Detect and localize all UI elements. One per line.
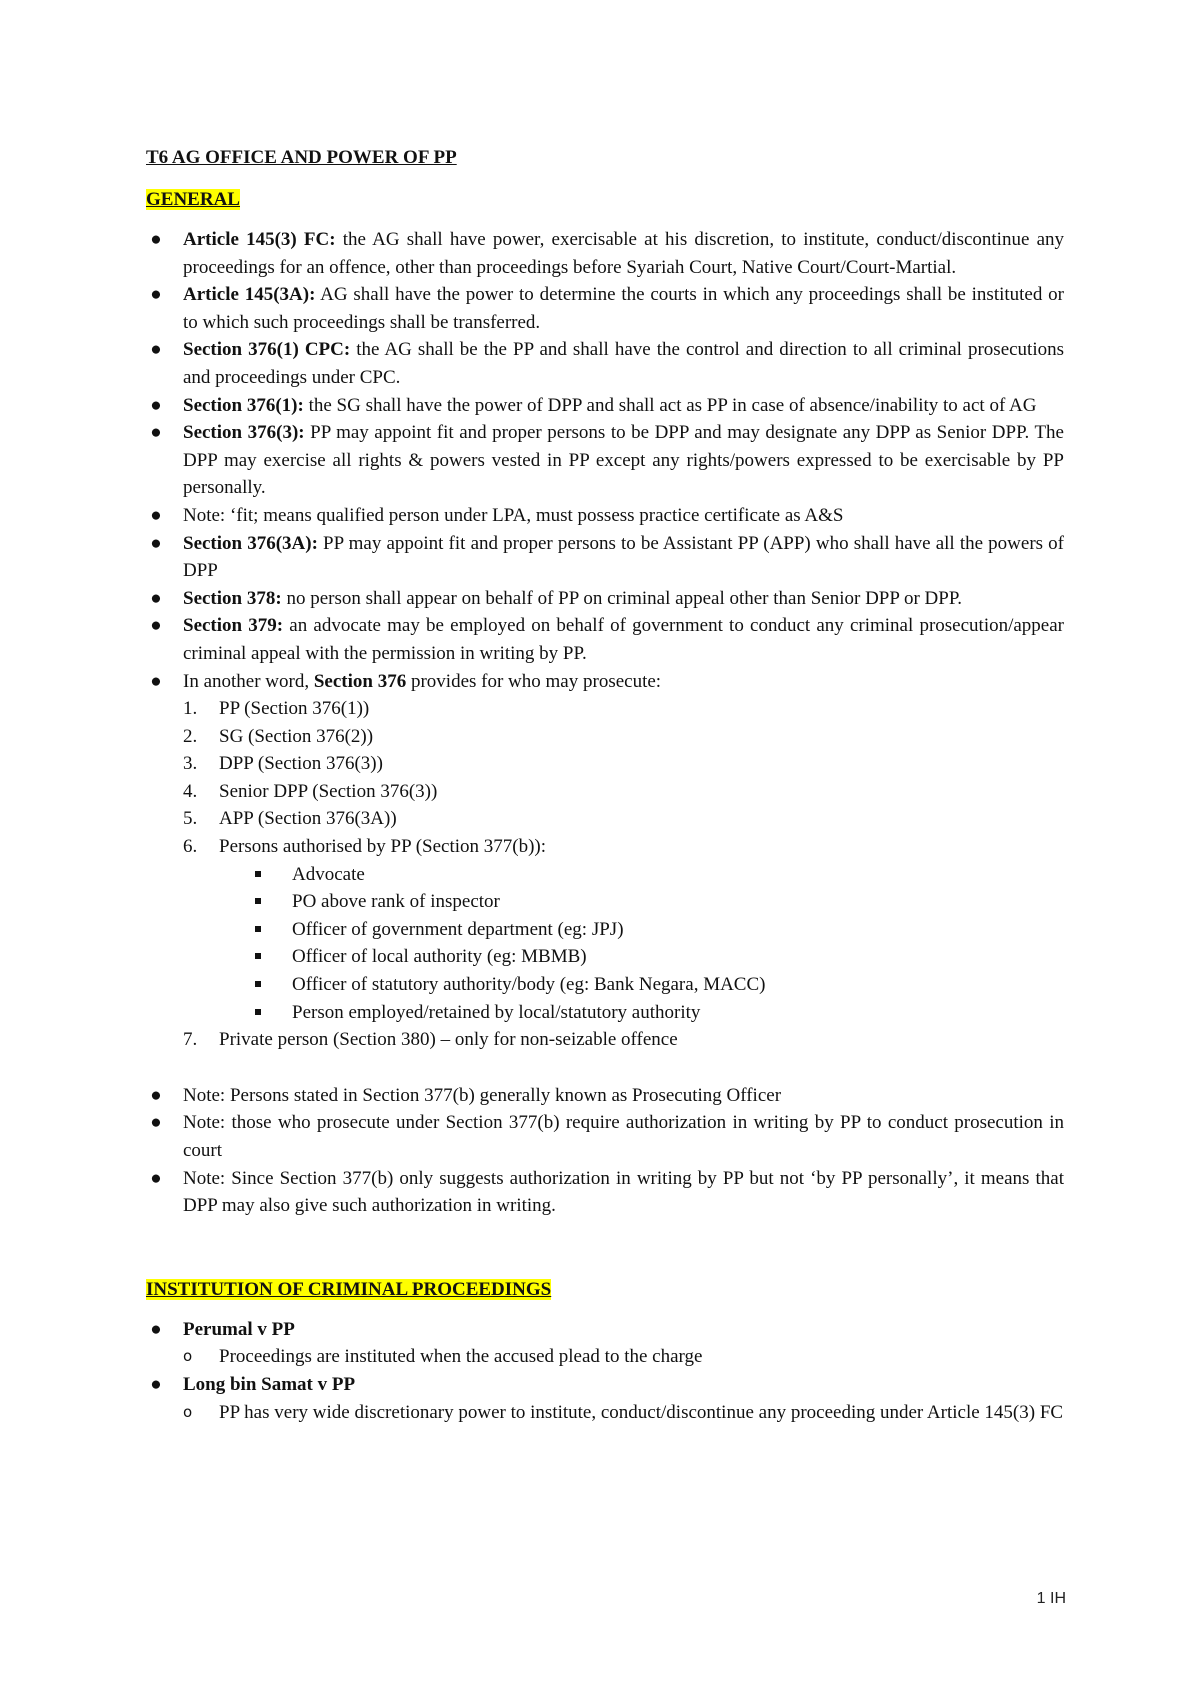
item-number: 5. (183, 808, 198, 830)
item-text: Note: ‘fit; means qualified person under LPA, must possess practice certificate as A&S (183, 504, 844, 526)
item-number: 4. (183, 780, 198, 802)
list-item (146, 226, 1064, 281)
bullet-icon: ● (150, 284, 162, 306)
item-text: Officer of local authority (eg: MBMB) (292, 946, 587, 968)
item-prefix: In another word, (183, 670, 314, 692)
case-points (146, 1343, 1064, 1371)
bullet-icon: ● (150, 1318, 162, 1340)
bullet-icon: ● (150, 504, 162, 526)
numbered-item (146, 778, 1064, 806)
item-text: Person employed/retained by local/statutory authority (292, 1001, 701, 1023)
square-bullet-icon (255, 898, 261, 904)
item-text: PO above rank of inspector (292, 891, 500, 913)
square-bullet-icon (255, 981, 261, 987)
item-text: no person shall appear on behalf of PP on criminal appeal other than Senior DPP or DPP. (281, 587, 963, 609)
document-title: T6 AG OFFICE AND POWER OF PP (146, 147, 457, 168)
item-bold: Section 378: (183, 587, 282, 609)
bullet-icon: ● (150, 229, 162, 250)
list-item (146, 281, 1064, 336)
item-suffix: provides for who may prosecute: (406, 670, 662, 692)
item-text: AG shall have the power to determine the courts in which any proceedings shall be instituted or to which such proceedings shall be transferred. (183, 284, 1064, 333)
item-number: 6. (183, 836, 198, 858)
case-points (146, 1399, 1064, 1427)
list-item (146, 530, 1064, 585)
cases-list (146, 1371, 1064, 1399)
case-point (146, 1343, 1064, 1371)
item-bold: Article 145(3A): (183, 284, 316, 306)
item-bold: Section 376(1): (183, 394, 304, 416)
item-number: 7. (183, 1029, 198, 1051)
list-item (146, 888, 1064, 916)
general-list (146, 226, 1064, 695)
item-number: 1. (183, 698, 198, 720)
list-item (146, 612, 1064, 667)
bullet-icon: ● (150, 670, 162, 692)
case-name: Long bin Samat v PP (183, 1373, 356, 1395)
square-bullet-icon (255, 871, 261, 877)
general-heading (146, 186, 1064, 214)
item-text: Senior DPP (Section 376(3)) (219, 780, 438, 802)
item-text: PP (Section 376(1)) (219, 698, 370, 720)
bullet-icon: ● (150, 1112, 162, 1134)
item-text: SG (Section 376(2)) (219, 725, 374, 747)
list-item (146, 585, 1064, 613)
case-item (146, 1371, 1064, 1399)
item-text: Advocate (292, 863, 365, 885)
item-bold: Section 376 (313, 670, 407, 692)
case-name: Perumal v PP (183, 1318, 295, 1340)
list-item (146, 999, 1064, 1027)
case-point-text: Proceedings are instituted when the accused plead to the charge (219, 1346, 703, 1368)
list-item (146, 1109, 1064, 1164)
numbered-item (146, 805, 1064, 833)
item-text: DPP (Section 376(3)) (219, 753, 383, 775)
bullet-icon: ● (150, 1084, 162, 1106)
item-text: Note: Persons stated in Section 377(b) generally known as Prosecuting Officer (183, 1084, 782, 1106)
item-text: an advocate may be employed on behalf of government to conduct any criminal prosecution/appear criminal appeal with the permission in writing by PP. (183, 615, 1065, 664)
list-item (146, 1165, 1064, 1220)
square-bullet-icon (255, 953, 261, 959)
item-bold: Section 379: (183, 615, 284, 637)
item-text: Persons authorised by PP (Section 377(b)): (219, 836, 547, 858)
spacer (146, 1054, 1064, 1082)
list-item (146, 943, 1064, 971)
item-text: Private person (Section 380) – only for non-seizable offence (219, 1029, 678, 1051)
item-text: Officer of statutory authority/body (eg: Bank Negara, MACC) (292, 974, 766, 996)
numbered-item (146, 723, 1064, 751)
item-bold: Section 376(1) CPC: (183, 339, 351, 361)
list-item (146, 916, 1064, 944)
list-item (146, 971, 1064, 999)
item-text: the SG shall have the power of DPP and shall act as PP in case of absence/inability to act of AG (303, 394, 1037, 416)
square-bullet-icon (255, 926, 261, 932)
item-text: the AG shall be the PP and shall have the control and direction to all criminal prosecutions and proceedings under CPC. (183, 339, 1065, 388)
item-bold: Article 145(3) FC: (183, 229, 336, 250)
numbered-item (146, 1026, 1064, 1054)
case-point (146, 1399, 1064, 1427)
institution-heading (146, 1276, 1064, 1304)
document-content (146, 144, 1064, 1426)
circle-bullet-icon: o (183, 1402, 193, 1421)
numbered-item (146, 833, 1064, 861)
numbered-item (146, 695, 1064, 723)
bullet-icon: ● (150, 1373, 162, 1395)
bullet-icon: ● (150, 339, 162, 361)
list-item (146, 668, 1064, 696)
case-item (146, 1316, 1064, 1344)
list-item (146, 861, 1064, 889)
item-text: PP may appoint fit and proper persons to be Assistant PP (APP) who shall have all the powers of DPP (183, 532, 1064, 582)
list-item (146, 392, 1064, 420)
private-person-list (146, 1026, 1064, 1054)
spacer (146, 1220, 1064, 1276)
list-item (146, 336, 1064, 391)
bullet-icon: ● (150, 1167, 162, 1189)
item-text: Officer of government department (eg: JPJ) (292, 918, 624, 940)
square-bullet-icon (255, 1009, 261, 1015)
bullet-icon: ● (150, 532, 162, 554)
item-bold: Section 376(3): (183, 422, 305, 444)
list-item (146, 1082, 1064, 1110)
item-text: APP (Section 376(3A)) (219, 808, 397, 830)
prosecutor-list (146, 695, 1064, 861)
institution-heading-text: INSTITUTION OF CRIMINAL PROCEEDINGS (146, 1278, 552, 1300)
bullet-icon: ● (150, 587, 162, 609)
general-heading-text: GENERAL (146, 189, 240, 210)
item-text: the AG shall have power, exercisable at his discretion, to institute, conduct/discontinue any proceedings for an offence, other than proceedings before Syariah Court, Native Court/Court-Martial. (183, 229, 1064, 278)
item-text: Note: Since Section 377(b) only suggests authorization in writing by PP but not ‘by PP personally’, it means that DPP may also give such authorization in writing. (183, 1167, 1064, 1217)
item-text: PP may appoint fit and proper persons to be DPP and may designate any DPP as Senior DPP. The DPP may exercise all rights & powers vested in PP except any rights/powers expressed to be exercisable by PP personally. (183, 422, 1064, 499)
bullet-icon: ● (150, 615, 162, 637)
item-number: 3. (183, 753, 198, 775)
bullet-icon: ● (150, 394, 162, 416)
numbered-item (146, 750, 1064, 778)
item-text: Note: those who prosecute under Section 377(b) require authorization in writing by PP to conduct prosecution in court (183, 1112, 1064, 1161)
item-bold: Section 376(3A): (183, 532, 318, 554)
cases-list (146, 1316, 1064, 1344)
list-item (146, 419, 1064, 502)
list-item (146, 502, 1064, 530)
page-footer: 1 IH (1036, 1590, 1066, 1607)
case-point-text: PP has very wide discretionary power to institute, conduct/discontinue any proceeding under Article 145(3) FC (219, 1401, 1064, 1423)
notes-list (146, 1082, 1064, 1220)
circle-bullet-icon: o (183, 1347, 193, 1366)
item-number: 2. (183, 725, 198, 747)
bullet-icon: ● (150, 422, 162, 444)
authorised-persons-list (146, 861, 1064, 1027)
